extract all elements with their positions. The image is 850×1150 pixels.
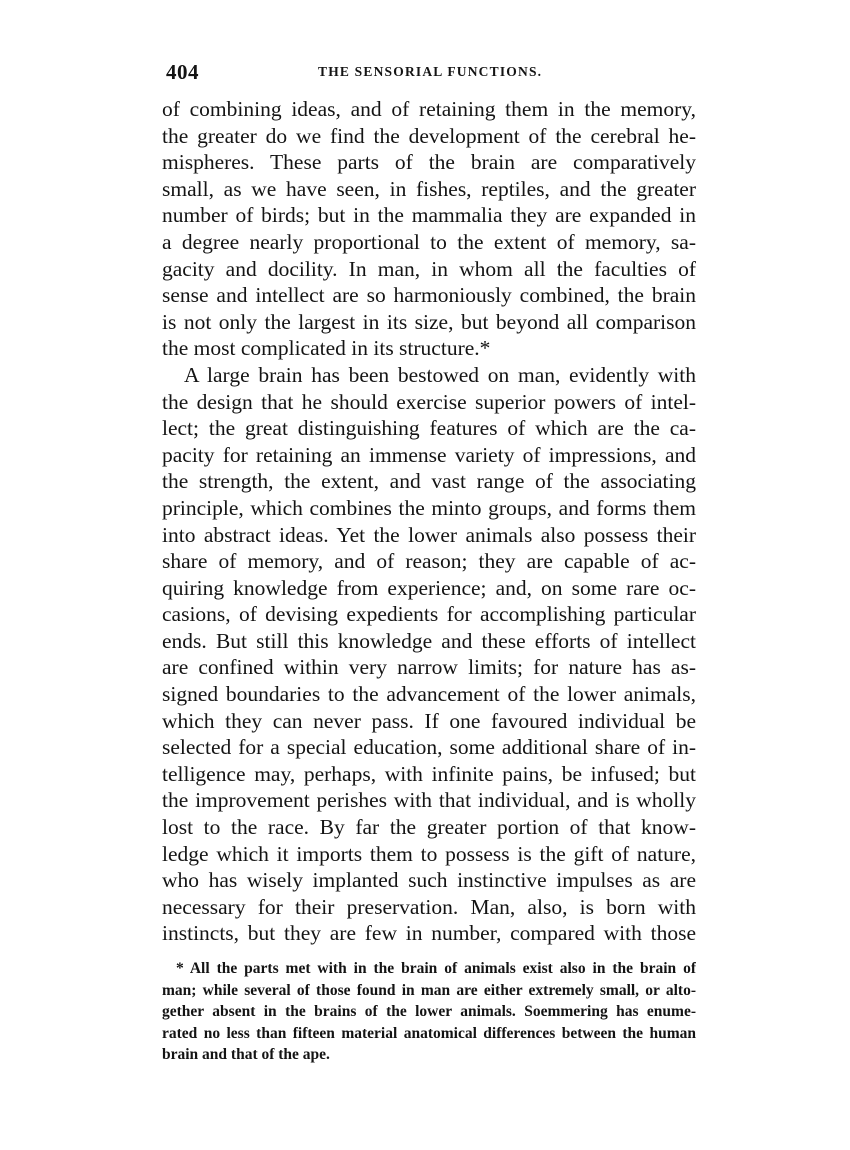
footnote-line: rated no less than fifteen material anatomical differences between the human [162, 1024, 696, 1042]
body-line: quiring knowledge from experience; and, on some rare oc- [162, 575, 696, 600]
body-line: gacity and docility. In man, in whom all the faculties of [162, 256, 696, 281]
body-line: a degree nearly proportional to the extent of memory, sa- [162, 229, 696, 254]
footnote-line: gether absent in the brains of the lower animals. Soemmering has enume- [162, 1003, 696, 1021]
running-head [166, 60, 696, 86]
body-line: necessary for their preservation. Man, also, is born with [162, 894, 696, 919]
body-line: is not only the largest in its size, but beyond all comparison [162, 309, 696, 334]
body-line: are confined within very narrow limits; for nature has as- [162, 655, 696, 680]
body-line: pacity for retaining an immense variety of impressions, and [162, 442, 696, 467]
body-line: into abstract ideas. Yet the lower animals also possess their [162, 522, 696, 547]
body-line: the most complicated in its structure.* [162, 336, 491, 361]
footnote-line: man; while several of those found in man are either extremely small, or alto- [162, 981, 696, 999]
footnote-line: * All the parts met with in the brain of animals exist also in the brain of [176, 960, 696, 977]
body-line: ends. But still this knowledge and these efforts of intellect [162, 628, 696, 653]
body-line: signed boundaries to the advancement of the lower animals, [162, 682, 696, 707]
body-line: principle, which combines the minto groups, and forms them [162, 495, 696, 520]
body-line: small, as we have seen, in fishes, reptiles, and the greater [162, 176, 696, 201]
body-line: lost to the race. By far the greater portion of that know- [162, 815, 696, 840]
body-line: selected for a special education, some additional share of in- [162, 735, 696, 760]
body-line: casions, of devising expedients for accomplishing particular [162, 602, 696, 627]
footnote-line: brain and that of the ape. [162, 1046, 330, 1064]
body-line: mispheres. These parts of the brain are comparatively [162, 150, 696, 175]
body-line: number of birds; but in the mammalia they are expanded in [162, 203, 696, 228]
body-line: the improvement perishes with that individual, and is wholly [162, 788, 696, 813]
body-text [162, 96, 696, 947]
body-line: the strength, the extent, and vast range of the associating [162, 469, 696, 494]
body-line: lect; the great distinguishing features of which are the ca- [162, 416, 696, 441]
body-line: instincts, but they are few in number, compared with those [162, 921, 696, 946]
body-line: of combining ideas, and of retaining them in the memory, [162, 97, 696, 121]
body-line: share of memory, and of reason; they are capable of ac- [162, 549, 696, 574]
body-line: who has wisely implanted such instinctive impulses as are [162, 868, 696, 893]
body-line: telligence may, perhaps, with infinite pains, be infused; but [162, 761, 696, 786]
body-line: ledge which it imports them to possess is the gift of nature, [162, 841, 696, 866]
body-line: A large brain has been bestowed on man, evidently with [184, 362, 696, 387]
body-line: which they can never pass. If one favoured individual be [162, 708, 696, 733]
running-title: THE SENSORIAL FUNCTIONS. [318, 64, 543, 79]
body-line: the design that he should exercise superior powers of intel- [162, 389, 696, 414]
footnote [162, 958, 696, 1066]
page-number: 404 [166, 60, 199, 84]
body-line: sense and intellect are so harmoniously combined, the brain [162, 283, 696, 308]
body-line: the greater do we find the development of the cerebral he- [162, 123, 696, 148]
